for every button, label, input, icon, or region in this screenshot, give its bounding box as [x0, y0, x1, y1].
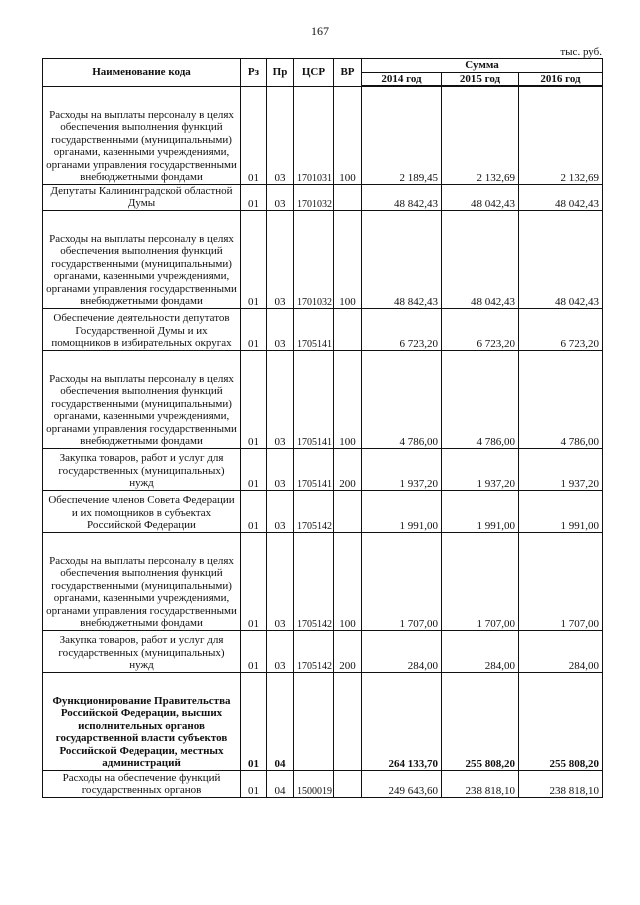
- row-csr: 1701031: [294, 86, 334, 184]
- row-sum-2015: 48 042,43: [442, 184, 519, 210]
- row-sum-2015: 2 132,69: [442, 86, 519, 184]
- row-rz: 01: [241, 532, 267, 630]
- row-sum-2016: 6 723,20: [519, 308, 603, 350]
- row-csr: 1705142: [294, 630, 334, 672]
- row-csr: 1701032: [294, 184, 334, 210]
- row-name: Расходы на выплаты персоналу в целях обеспечения выполнения функций государственными (муниципальными) органами, казенными учреждениями, органами управления государственными внебюджетными фондами: [43, 210, 241, 308]
- row-sum-2015: 284,00: [442, 630, 519, 672]
- row-csr: 1701032: [294, 210, 334, 308]
- row-sum-2014: 4 786,00: [362, 350, 442, 448]
- units-label: тыс. руб.: [560, 46, 602, 58]
- header-rz: Рз: [241, 59, 267, 87]
- row-sum-2016: 1 937,20: [519, 448, 603, 490]
- page-number: 167: [311, 24, 329, 38]
- row-vr: [334, 770, 362, 797]
- row-pr: 03: [267, 184, 294, 210]
- header-2016: 2016 год: [519, 73, 603, 87]
- header-csr: ЦСР: [294, 59, 334, 87]
- row-csr: 1705142: [294, 532, 334, 630]
- row-rz: 01: [241, 308, 267, 350]
- row-sum-2016: 1 707,00: [519, 532, 603, 630]
- row-sum-2015: 1 707,00: [442, 532, 519, 630]
- row-name: Закупка товаров, работ и услуг для государственных (муниципальных) нужд: [43, 448, 241, 490]
- row-sum-2015: 255 808,20: [442, 672, 519, 770]
- row-vr: 200: [334, 630, 362, 672]
- row-pr: 03: [267, 532, 294, 630]
- table-row: [43, 86, 603, 184]
- table-body: [43, 86, 603, 797]
- row-vr: [334, 308, 362, 350]
- row-sum-2016: 48 042,43: [519, 210, 603, 308]
- row-sum-2016: 284,00: [519, 630, 603, 672]
- row-sum-2015: 1 937,20: [442, 448, 519, 490]
- row-sum-2016: 4 786,00: [519, 350, 603, 448]
- row-sum-2014: 2 189,45: [362, 86, 442, 184]
- row-pr: 04: [267, 672, 294, 770]
- row-sum-2014: 1 937,20: [362, 448, 442, 490]
- table-row: [43, 490, 603, 532]
- table-row: [43, 672, 603, 770]
- row-vr: 100: [334, 86, 362, 184]
- row-pr: 03: [267, 490, 294, 532]
- header-name: Наименование кода: [43, 59, 241, 87]
- row-rz: 01: [241, 490, 267, 532]
- row-csr: [294, 672, 334, 770]
- row-csr: 1705141: [294, 448, 334, 490]
- row-csr: 1705141: [294, 308, 334, 350]
- row-sum-2014: 264 133,70: [362, 672, 442, 770]
- table-row: [43, 630, 603, 672]
- row-vr: 100: [334, 350, 362, 448]
- row-sum-2015: 238 818,10: [442, 770, 519, 797]
- row-pr: 03: [267, 308, 294, 350]
- row-csr: 1705142: [294, 490, 334, 532]
- row-sum-2014: 6 723,20: [362, 308, 442, 350]
- row-name: Обеспечение деятельности депутатов Государственной Думы и их помощников в избирательных округах: [43, 308, 241, 350]
- row-csr: 1705141: [294, 350, 334, 448]
- row-name: Расходы на выплаты персоналу в целях обеспечения выполнения функций государственными (муниципальными) органами, казенными учреждениями, органами управления государственными внебюджетными фондами: [43, 350, 241, 448]
- row-sum-2014: 1 707,00: [362, 532, 442, 630]
- row-name: Расходы на выплаты персоналу в целях обеспечения выполнения функций государственными (муниципальными) органами, казенными учреждениями, органами управления государственными внебюджетными фондами: [43, 532, 241, 630]
- header-vr: ВР: [334, 59, 362, 87]
- row-pr: 03: [267, 210, 294, 308]
- row-sum-2014: 249 643,60: [362, 770, 442, 797]
- table-row: [43, 308, 603, 350]
- table-row: [43, 350, 603, 448]
- row-name: Функционирование Правительства Российской Федерации, высших исполнительных органов государственной власти субъектов Российской Федерации, местных администраций: [43, 672, 241, 770]
- table-row: [43, 770, 603, 797]
- row-pr: 04: [267, 770, 294, 797]
- row-name: Закупка товаров, работ и услуг для государственных (муниципальных) нужд: [43, 630, 241, 672]
- row-rz: 01: [241, 448, 267, 490]
- row-pr: 03: [267, 86, 294, 184]
- row-vr: [334, 672, 362, 770]
- table-row: [43, 448, 603, 490]
- row-rz: 01: [241, 630, 267, 672]
- row-sum-2014: 48 842,43: [362, 210, 442, 308]
- row-sum-2015: 48 042,43: [442, 210, 519, 308]
- table-row: [43, 184, 603, 210]
- row-sum-2016: 1 991,00: [519, 490, 603, 532]
- row-sum-2016: 2 132,69: [519, 86, 603, 184]
- row-name: Расходы на обеспечение функций государственных органов: [43, 770, 241, 797]
- row-name: Депутаты Калининградской областной Думы: [43, 184, 241, 210]
- row-sum-2016: 238 818,10: [519, 770, 603, 797]
- row-sum-2014: 1 991,00: [362, 490, 442, 532]
- row-name: Расходы на выплаты персоналу в целях обеспечения выполнения функций государственными (муниципальными) органами, казенными учреждениями, органами управления государственными внебюджетными фондами: [43, 86, 241, 184]
- row-sum-2015: 1 991,00: [442, 490, 519, 532]
- row-name: Обеспечение членов Совета Федерации и их помощников в субъектах Российской Федерации: [43, 490, 241, 532]
- row-vr: [334, 490, 362, 532]
- budget-table: [42, 58, 603, 798]
- row-vr: 200: [334, 448, 362, 490]
- row-sum-2016: 255 808,20: [519, 672, 603, 770]
- row-rz: 01: [241, 184, 267, 210]
- header-sum: Сумма: [362, 59, 603, 73]
- row-sum-2016: 48 042,43: [519, 184, 603, 210]
- header-pr: Пр: [267, 59, 294, 87]
- table-row: [43, 532, 603, 630]
- header-2015: 2015 год: [442, 73, 519, 87]
- row-rz: 01: [241, 86, 267, 184]
- header-2014: 2014 год: [362, 73, 442, 87]
- row-vr: 100: [334, 532, 362, 630]
- row-rz: 01: [241, 672, 267, 770]
- row-rz: 01: [241, 770, 267, 797]
- table-row: [43, 210, 603, 308]
- row-sum-2014: 48 842,43: [362, 184, 442, 210]
- row-rz: 01: [241, 210, 267, 308]
- row-sum-2015: 4 786,00: [442, 350, 519, 448]
- row-vr: 100: [334, 210, 362, 308]
- row-sum-2015: 6 723,20: [442, 308, 519, 350]
- row-sum-2014: 284,00: [362, 630, 442, 672]
- row-pr: 03: [267, 350, 294, 448]
- row-pr: 03: [267, 448, 294, 490]
- row-rz: 01: [241, 350, 267, 448]
- row-csr: 1500019: [294, 770, 334, 797]
- row-pr: 03: [267, 630, 294, 672]
- row-vr: [334, 184, 362, 210]
